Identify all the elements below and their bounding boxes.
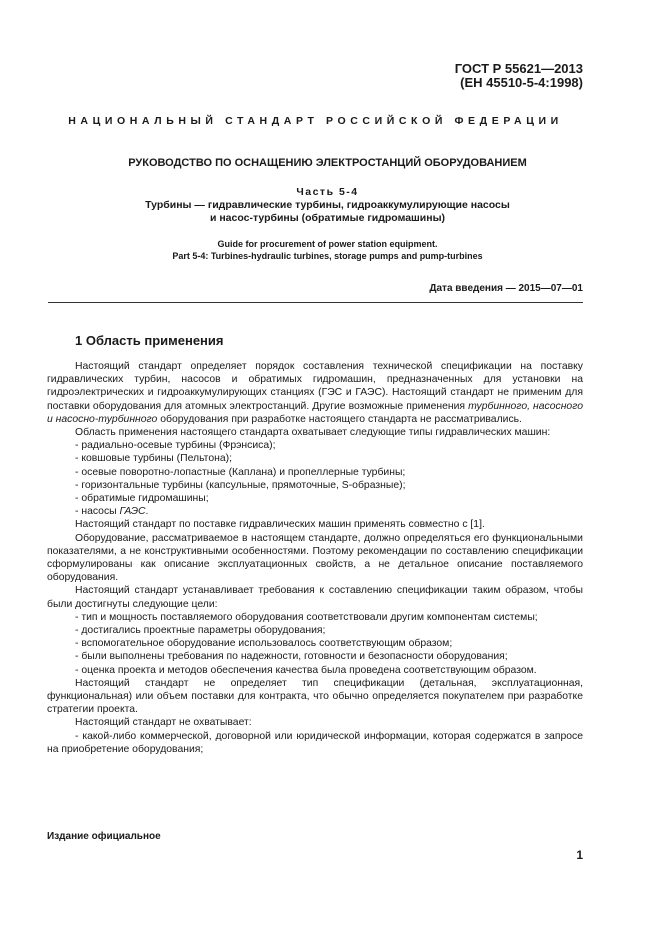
list-item: - были выполнены требования по надежности, готовности и безопасности оборудования; <box>75 651 508 663</box>
divider-line <box>48 302 583 303</box>
paragraph: Область применения настоящего стандарта охватывает следующие типы гидравлических машин: <box>75 427 551 439</box>
list-item: - обратимые гидромашины; <box>75 493 209 505</box>
paragraph: Настоящий стандарт устанавливает требования к составлению спецификации таким образом, чтобы были достигнуты следующие цели: <box>47 585 583 610</box>
list-item: - осевые поворотно-лопастные (Каплана) и пропеллерные турбины; <box>75 466 406 478</box>
gost-number: ГОСТ Р 55621—2013 <box>454 61 583 76</box>
list-item: - вспомогательное оборудование использовалось соответствующим образом; <box>75 638 453 650</box>
subtitle-line-1: Турбины — гидравлические турбины, гидроаккумулирующие насосы <box>145 199 510 211</box>
paragraph: Настоящий стандарт по поставке гидравлических машин применять совместно с [1]. <box>75 519 485 531</box>
paragraph: - какой-либо коммерческой, договорной или юридической информации, которая содержатся в запросе на приобретение оборудования; <box>47 730 583 755</box>
part-label: Часть 5-4 <box>296 186 359 198</box>
document-title: РУКОВОДСТВО ПО ОСНАЩЕНИЮ ЭЛЕКТРОСТАНЦИЙ ОБОРУДОВАНИЕМ <box>128 157 527 169</box>
list-item: - насосы ГАЭС. <box>75 506 149 518</box>
subtitle-line-2: и насос-турбины (обратимые гидромашины) <box>209 212 446 224</box>
standard-designation <box>455 62 583 90</box>
list-item: - достигались проектные параметры оборудования; <box>75 625 326 637</box>
body-text <box>47 360 583 756</box>
en-number: (ЕН 45510-5-4:1998) <box>460 75 583 90</box>
paragraph: Настоящий стандарт определяет порядок составления технической спецификации на поставку гидравлических турбин, насосов и обратимых гидромашин, предназначенных для установки на гидроэлектрических и гидроаккумулирующих станциях (ГЭС и ГАЭС). Настоящий стандарт не применим для поставки оборудования для атомных электростанций. Другие возможные применения турбинного, насосного и насосно-турбинного оборудования при разработке настоящего стандарта не рассматривались. <box>47 361 583 425</box>
english-title-line-2: Part 5-4: Turbines-hydraulic turbines, storage pumps and pump-turbines <box>172 250 483 261</box>
english-title-line-1: Guide for procurement of power station equipment. <box>217 239 438 249</box>
paragraph: Настоящий стандарт не охватывает: <box>75 717 252 729</box>
section-heading: 1 Область применения <box>75 333 224 348</box>
list-item: - радиально-осевые турбины (Фрэнсиса); <box>75 440 276 452</box>
list-item: - оценка проекта и методов обеспечения качества была проведена соответствующим образом. <box>75 664 537 676</box>
document-subtitle <box>60 199 595 225</box>
list-item: - горизонтальные турбины (капсульные, прямоточные, S-образные); <box>75 479 406 491</box>
paragraph: Настоящий стандарт не определяет тип спецификации (детальная, эксплуатационная, функциональная) или объем поставки для контракта, что обычно определяется покупателем при разработке стратегии проекта. <box>47 677 583 716</box>
list-item: - тип и мощность поставляемого оборудования соответствовали другим компонентам системы; <box>75 611 538 623</box>
page-number: 1 <box>576 848 583 862</box>
national-standard-banner: НАЦИОНАЛЬНЫЙ СТАНДАРТ РОССИЙСКОЙ ФЕДЕРАЦИИ <box>68 115 563 127</box>
paragraph: Оборудование, рассматриваемое в настоящем стандарте, должно определяться его функциональными показателями, а не конструктивными особенностями. Поэтому рекомендации по составлению спецификации сформулированы как описание эксплуатационных свойств, а не детальное описание поставляемого оборудования. <box>47 532 583 584</box>
english-title <box>60 239 595 262</box>
list-item: - ковшовые турбины (Пельтона); <box>75 453 232 465</box>
introduction-date: Дата введения — 2015—07—01 <box>429 283 583 294</box>
edition-note: Издание официальное <box>47 831 161 842</box>
